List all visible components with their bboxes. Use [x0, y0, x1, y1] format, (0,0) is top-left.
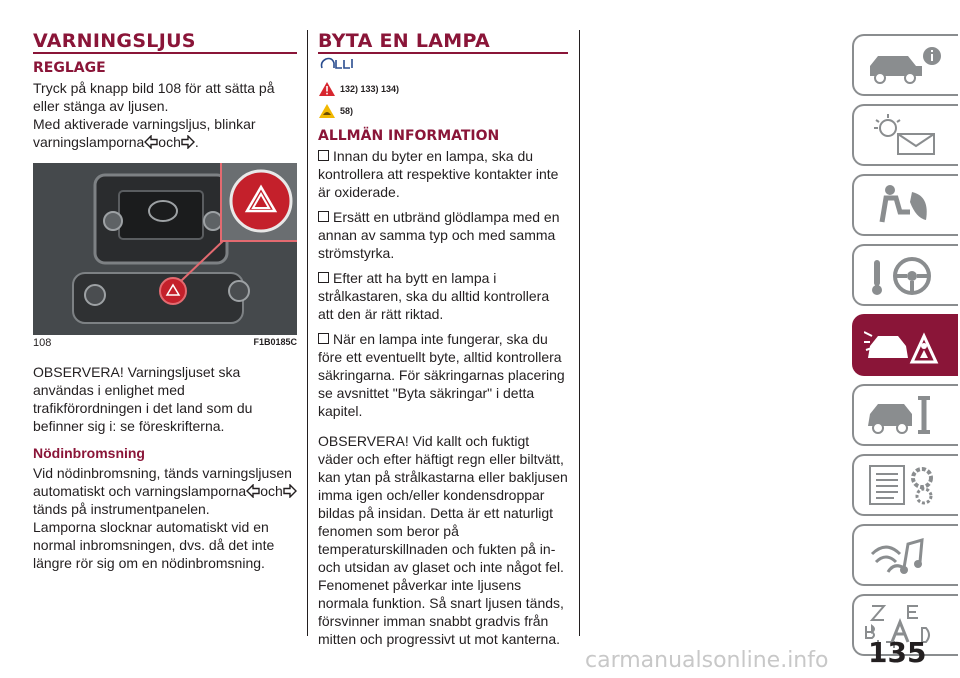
watermark: carmanualsonline.info [585, 648, 829, 673]
note-traffic-rules: OBSERVERA! Varningsljuset ska användas i enlighet med trafikförordningen i det land som du befinner sig i: se föreskrifterna. [33, 364, 253, 434]
tab-warning-lights[interactable] [852, 104, 958, 166]
note-condensation: OBSERVERA! Vid kallt och fuktigt väder och efter häftigt regn eller biltvätt, kan ytan på strålkastarna eller bakljusen imma igen och/eller kondensdroppar bildas på insidan. Detta är ett naturligt fenomen som beror på temperaturskillnaden och fukten på in- och utsidan av glaset och inte något fel. Fenomenet påverkar inte ljusens normala funktion. Så snart ljusen tänds, försvinner imman snabbt gradvis från mitten och progressivt ut mot kanterna. [318, 433, 568, 647]
turn-left-arrow-icon [246, 484, 260, 498]
tab-starting-driving[interactable] [852, 244, 958, 306]
checkbox-bullet-icon [318, 272, 329, 283]
section-title-byta-lampa: BYTA EN LAMPA [318, 30, 568, 54]
warning-reference-1: 132) 133) 134) [318, 81, 568, 97]
technical-data-icon [864, 462, 944, 508]
key-steering-icon [864, 252, 944, 298]
paragraph-emergency: Vid nödinbromsning, tänds varningsljusen automatiskt och varningslamporna ochtänds på instrumentpanelen. [33, 464, 297, 518]
list-item: Innan du byter en lampa, ska du kontrollera att respektive kontakter inte är oxiderade. [318, 148, 559, 200]
list-item: Efter att ha bytt en lampa i strålkastaren, ska du alltid kontrollera att den är rätt riktad. [318, 270, 550, 322]
bulb-symbol-icon [318, 56, 358, 70]
warning-reference-2: 58) [318, 103, 568, 119]
paragraph-instruction: Tryck på knapp bild 108 för att sätta på eller stänga av ljusen. [33, 80, 275, 114]
list-item: När en lampa inte fungerar, ska du före ett eventuellt byte, alltid kontrollera säkringarna. För säkringarnas placering se avsnittet "Byta säkringar" i detta kapitel. [318, 331, 565, 419]
tab-maintenance[interactable] [852, 384, 958, 446]
turn-left-arrow-icon [144, 135, 158, 149]
section-title-varningsljus: VARNINGSLJUS [33, 30, 297, 54]
tab-emergency[interactable] [852, 314, 958, 376]
subtitle-reglage: REGLAGE [33, 60, 106, 76]
tab-car-info[interactable] [852, 34, 958, 96]
tab-technical-data[interactable] [852, 454, 958, 516]
paragraph-blink: Med aktiverade varningsljus, blinkar varningslamporna och . [33, 116, 256, 150]
column-divider-right [579, 30, 580, 636]
checkbox-bullet-icon [318, 150, 329, 161]
chapter-tabs [852, 34, 960, 664]
checkbox-bullet-icon [318, 211, 329, 222]
turn-right-arrow-icon [283, 484, 297, 498]
tab-multimedia[interactable] [852, 524, 958, 586]
right-column [318, 30, 568, 656]
page-number: 135 [868, 636, 927, 669]
dashboard-illustration [33, 163, 297, 335]
checkbox-bullet-icon [318, 333, 329, 344]
warning-lights-icon [864, 112, 944, 158]
figure-number: 108 [33, 337, 52, 349]
list-item: Ersätt en utbränd glödlampa med en annan av samma typ och med samma strömstyrka. [318, 209, 560, 261]
column-divider [307, 30, 308, 636]
multimedia-icon [864, 532, 944, 578]
warning-triangle-icon [318, 81, 336, 97]
figure-caption [33, 335, 297, 351]
tab-safety[interactable] [852, 174, 958, 236]
turn-right-arrow-icon [181, 135, 195, 149]
figure-code: F1B0185C [253, 337, 297, 347]
caution-triangle-icon [318, 103, 336, 119]
seat-safety-icon [864, 182, 944, 228]
section-nodinbromsning: Nödinbromsning [33, 445, 145, 461]
paragraph-lights-off: Lamporna slocknar automatiskt vid en normal inbromsningen, dvs. då det inte längre rör sig om en nödinbromsning. [33, 519, 275, 571]
car-maintenance-icon [864, 392, 944, 438]
left-column [33, 30, 297, 580]
subtitle-allman-information: ALLMÄN INFORMATION [318, 128, 500, 144]
hazard-button-figure [33, 163, 297, 335]
car-info-icon [864, 42, 944, 88]
emergency-car-icon [864, 322, 944, 368]
